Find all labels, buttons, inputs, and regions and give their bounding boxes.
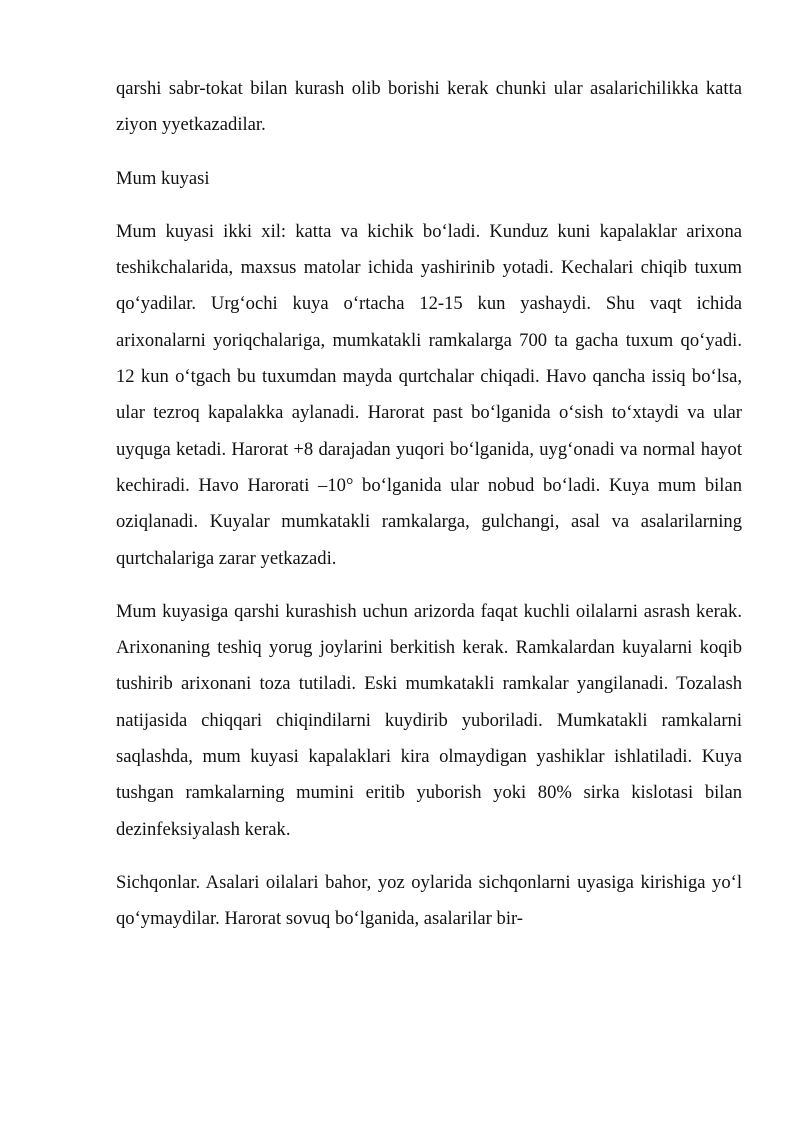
paragraph-intro-continuation: qarshi sabr-tokat bilan kurash olib borishi kerak chunki ular asalarichilikka katta ziyon yyetkazadilar.	[116, 78, 742, 136]
paragraph-mum-kuyasi-description: Mum kuyasi ikki xil: katta va kichik bo‘ladi. Kunduz kuni kapalaklar arixona teshikchalarida, maxsus matolar ichida yashirinib yotadi. Kechalari chiqib tuxum qo‘yadilar. Urg‘ochi kuya o‘rtacha 12-15 kun yashaydi. Shu vaqt ichida arixonalarni yoriqchalariga, mumkatakli ramkalarga 700 ta gacha tuxum qo‘yadi. 12 kun o‘tgach bu tuxumdan mayda qurtchalar chiqadi. Havo qancha issiq bo‘lsa, ular tezroq kapalakka aylanadi. Harorat past bo‘lganida o‘sish to‘xtaydi va ular uyquga ketadi. Harorat +8 darajadan yuqori bo‘lganida, uyg‘onadi va normal hayot kechiradi. Havo Harorati –10° bo‘lganida ular nobud bo‘ladi. Kuya mum bilan oziqlanadi. Kuyalar mumkatakli ramkalarga, gulchangi, asal va asalarilarning qurtchalariga zarar yetkazadi.	[116, 220, 742, 569]
document-page	[116, 71, 742, 938]
paragraph-sichqonlar: Sichqonlar. Asalari oilalari bahor, yoz oylarida sichqonlarni uyasiga kirishiga yo‘l qo‘ymaydilar. Harorat sovuq bo‘lganida, asalarilar bir-	[116, 871, 742, 930]
section-heading-mum-kuyasi: Mum kuyasi	[116, 167, 210, 189]
paragraph-mum-kuyasi-control: Mum kuyasiga qarshi kurashish uchun arizorda faqat kuchli oilalarni asrash kerak. Arixonaning teshiq yorug joylarini berkitish kerak. Ramkalardan kuyalarni koqib tushirib arixonani toza tutiladi. Eski mumkatakli ramkalar yangilanadi. Tozalash natijasida chiqqari chiqindilarni kuydirib yuboriladi. Mumkatakli ramkalarni saqlashda, mum kuyasi kapalaklari kira olmaydigan yashiklar ishlatiladi. Kuya tushgan ramkalarning mumini eritib yuborish yoki 80% sirka kislotasi bilan dezinfeksiyalash kerak.	[116, 600, 742, 840]
